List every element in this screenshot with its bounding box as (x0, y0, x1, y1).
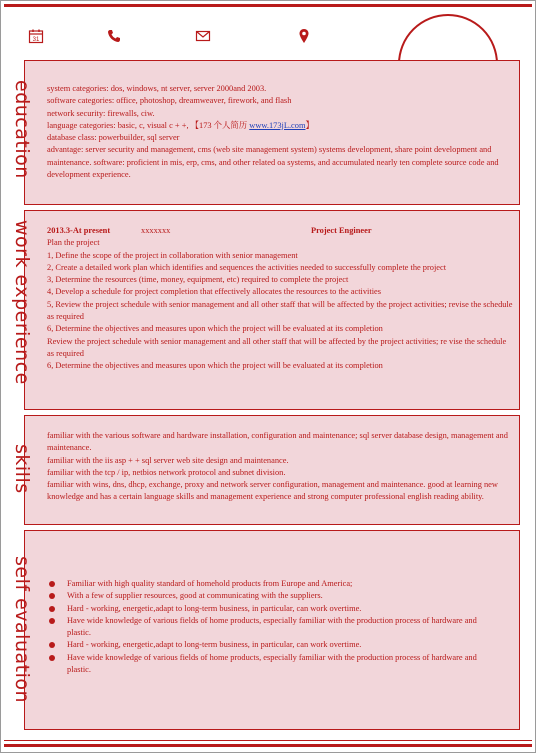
phone-icon (106, 28, 122, 44)
work-line: Plan the project (47, 238, 100, 248)
work-line: 1, Define the scope of the project in collaboration with senior management (47, 250, 298, 260)
education-line: database class: powerbuilder, sql server (47, 133, 180, 143)
education-line: system categories: dos, windows, nt server, server 2000and 2003. (47, 84, 267, 93)
language-suffix: 】 (305, 120, 314, 130)
job-position: Project Engineer (311, 226, 372, 235)
skills-line: familiar with the various software and hardware installation, configuration and maintenance; sql server database design, management and maintenance. (47, 431, 508, 453)
work-line: 6, Determine the objectives and measures upon which the project will be evaluated at its completion (47, 361, 383, 371)
skills-line: familiar with the iis asp + + sql server web site design and maintenance. (47, 455, 289, 465)
calendar-icon (28, 28, 44, 44)
work-experience-heading: work experience (11, 220, 33, 385)
resume-site-link[interactable]: www.173jL.com (249, 120, 306, 130)
work-line: Review the project schedule with senior management and all other staff that will be affected by the project activities; re vise the schedule as required (47, 336, 507, 358)
work-content (47, 225, 515, 373)
work-line: 4, Develop a schedule for project completion that effectively allocates the resources to the activities (47, 287, 382, 297)
education-line: software categories: office, photoshop, dreamweaver, firework, and flash (47, 96, 292, 106)
mail-icon (195, 28, 211, 44)
job-date: 2013.3-At present (47, 226, 111, 235)
work-experience-section (24, 210, 520, 410)
work-line: 6, Determine the objectives and measures upon which the project will be evaluated at its completion (47, 324, 383, 334)
skills-heading: skills (11, 444, 33, 494)
self-evaluation-bullet: Have wide knowledge of various fields of home products, especially familiar with the production process of hardware and plastic. (47, 615, 489, 640)
bottom-accent-bar (4, 744, 532, 747)
self-evaluation-bullet: Hard - working, energetic,adapt to long-term business, in particular, can work overtime. (47, 639, 489, 651)
self-evaluation-bullet: Hard - working, energetic,adapt to long-term business, in particular, can work overtime. (47, 603, 489, 615)
skills-section (24, 415, 520, 525)
language-prefix: language categories: basic, c, visual c + +, 【173 个人简历 (47, 120, 250, 130)
education-content (47, 83, 515, 181)
skills-line: familiar with the tcp / ip, netbios network protocol and subnet division. (47, 467, 286, 477)
education-section (24, 60, 520, 205)
work-line: 3, Determine the resources (time, money, equipment, etc) required to complete the project (47, 275, 349, 285)
self-evaluation-heading: self evaluation (11, 556, 33, 704)
location-pin-icon (296, 28, 312, 44)
job-company: xxxxxxx (141, 226, 171, 235)
top-accent-bar (4, 4, 532, 7)
education-advantage: advantage: server security and management, cms (web site management system) systems development, share point development and maintenance. software: proficient in mis, erp, cms, and other related oa systems, and accumulated nearly ten complete source code and development experience. (47, 145, 499, 180)
skills-content (47, 430, 515, 504)
self-evaluation-bullet: Have wide knowledge of various fields of home products, especially familiar with the production process of hardware and plastic. (47, 652, 489, 677)
self-evaluation-bullet: With a few of supplier resources, good at communicating with the suppliers. (47, 590, 489, 602)
education-heading: education (11, 80, 33, 179)
education-line: network security: firewalls, ciw. (47, 108, 155, 118)
work-line: 5, Review the project schedule with senior management and all other staff that will be affected by the project activities; revise the schedule as required (47, 299, 513, 322)
calendar-day: 31 (32, 37, 40, 43)
skills-line: familiar with wins, dns, dhcp, exchange, proxy and network server configuration, management and maintenance. good at learning new knowledge and has a certain language skills and management experience and strong computer professional english reading ability. (47, 480, 498, 502)
work-line: 2, Create a detailed work plan which identifies and sequences the activities needed to successfully complete the project (47, 262, 447, 272)
self-evaluation-content (47, 578, 489, 676)
education-language-line (47, 120, 515, 132)
bottom-accent-line (4, 740, 532, 741)
self-evaluation-section (24, 530, 520, 730)
job-header (47, 225, 515, 237)
self-evaluation-bullet: Familiar with high quality standard of homehold products from Europe and America; (47, 578, 489, 590)
